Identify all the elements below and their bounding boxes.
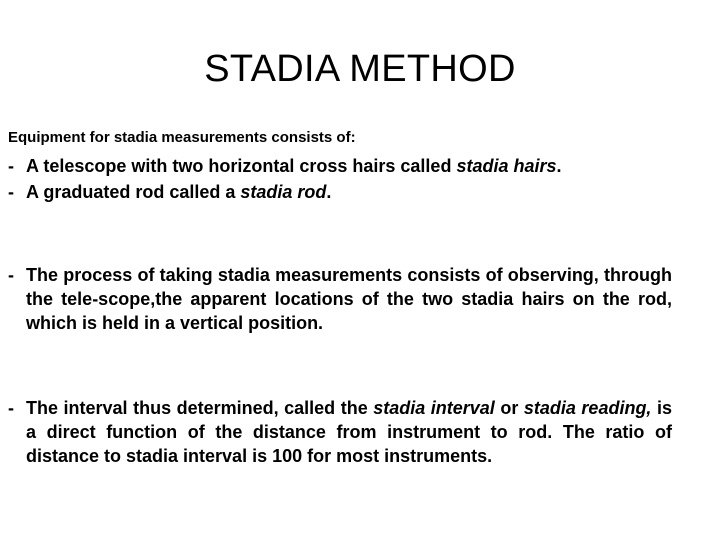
bullet-text-part: The interval thus determined, called the [26,398,374,418]
bullet-text-part: . [556,156,562,176]
bullet-emphasis: stadia hairs [456,156,557,176]
intro-text: Equipment for stadia measurements consists of: [8,129,356,146]
bullet-text-part: or [494,398,524,418]
bullet-text [26,180,672,204]
bullet-dash: - [8,182,14,202]
bullet-emphasis: stadia reading, [523,398,652,418]
bullet-text [26,154,672,178]
bullet-dash: - [8,265,14,285]
bullet-text [26,396,672,468]
bullet-text-part: is a direct function of the distance from instrument to rod. The ratio of distance to stadia interval is 100 for most instruments. [26,398,672,466]
bullet-telescope [8,154,672,178]
bullet-dash: - [8,156,14,176]
bullet-rod [8,180,672,204]
slide-title: STADIA METHOD [204,48,516,90]
bullet-text-part: A telescope with two horizontal cross hairs called [26,156,457,176]
bullet-interval [8,396,672,468]
bullet-text: The process of taking stadia measurements consists of observing, through the tele-scope,the apparent locations of the two stadia hairs on the rod, which is held in a vertical position. [26,265,672,333]
bullet-text-part: . [326,182,332,202]
bullet-dash: - [8,398,14,418]
bullet-emphasis: stadia rod [240,182,327,202]
bullet-text-part: A graduated rod called a [26,182,241,202]
bullet-process [8,263,672,335]
bullet-emphasis: stadia interval [373,398,495,418]
